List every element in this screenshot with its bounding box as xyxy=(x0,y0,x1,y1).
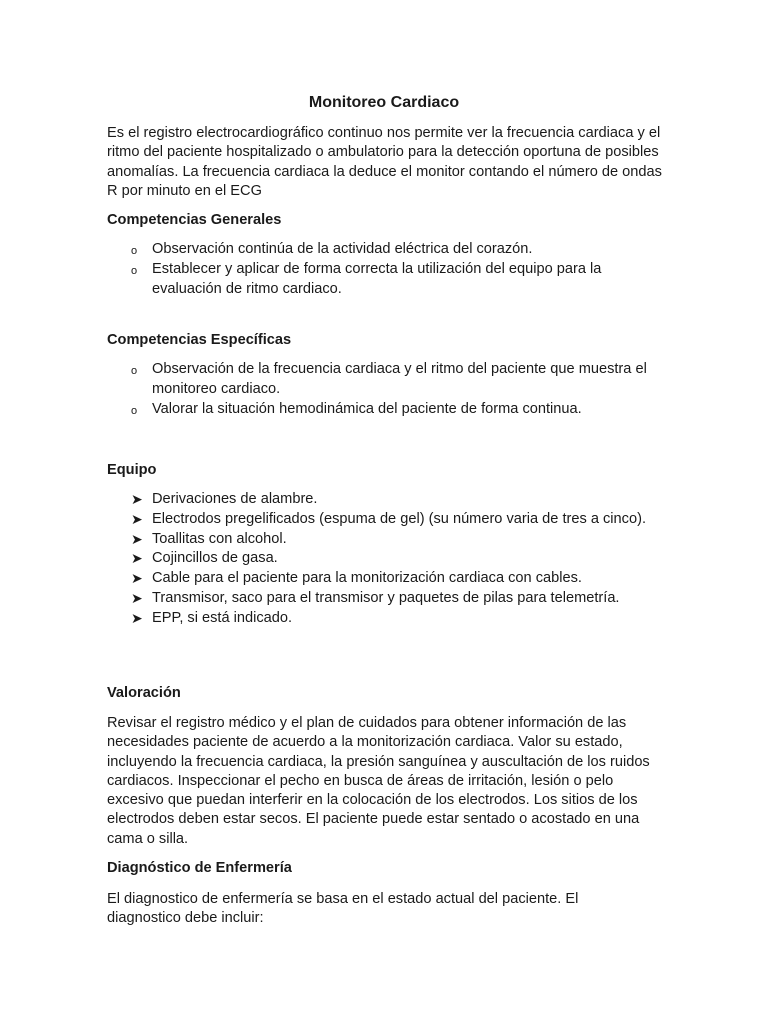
intro-paragraph: Es el registro electrocardiográfico continuo nos permite ver la frecuencia cardiaca y el ritmo del paciente hospitalizado o ambulatorio para la detección oportuna de posibles anomalías. La frecuencia cardiaca la deduce el monitor contando el número de ondas R por minuto en el ECG xyxy=(107,125,662,199)
arrow-bullet-icon: ➤ xyxy=(131,609,143,626)
list-item-text: Toallitas con alcohol. xyxy=(152,530,287,547)
list-item-text: Observación de la frecuencia cardiaca y el ritmo del paciente que muestra el monitoreo cardiaco. xyxy=(152,361,647,397)
circle-bullet-icon: o xyxy=(131,365,138,377)
list-item xyxy=(107,530,667,550)
list-item-text: EPP, si está indicado. xyxy=(152,609,293,626)
list-item xyxy=(107,569,667,589)
arrow-bullet-icon: ➤ xyxy=(131,570,143,587)
list-item-text: Observación continúa de la actividad eléctrica del corazón. xyxy=(152,241,533,257)
heading-equipo: Equipo xyxy=(107,462,157,478)
list-item-text: Derivaciones de alambre. xyxy=(152,491,318,507)
list-item xyxy=(107,549,667,569)
list-item-text: Cojincillos de gasa. xyxy=(152,550,278,567)
heading-diagnostico: Diagnóstico de Enfermería xyxy=(107,860,292,876)
arrow-bullet-icon: ➤ xyxy=(131,510,143,527)
circle-bullet-icon: o xyxy=(131,404,138,417)
list-competencias-especificas xyxy=(107,360,667,419)
heading-valoracion: Valoración xyxy=(107,685,181,701)
list-item-text: Transmisor, saco para el transmisor y paquetes de pilas para telemetría. xyxy=(152,589,620,606)
list-equipo xyxy=(107,490,667,629)
list-item xyxy=(107,609,667,629)
circle-bullet-icon: o xyxy=(131,245,138,257)
heading-competencias-especificas: Competencias Específicas xyxy=(107,332,292,348)
heading-competencias-generales: Competencias Generales xyxy=(107,212,282,228)
arrow-bullet-icon: ➤ xyxy=(131,491,143,507)
arrow-bullet-icon: ➤ xyxy=(131,550,143,567)
arrow-bullet-icon: ➤ xyxy=(131,530,143,547)
list-item xyxy=(107,360,667,400)
arrow-bullet-icon: ➤ xyxy=(131,589,143,606)
list-item xyxy=(107,260,667,300)
diagnostico-paragraph: El diagnostico de enfermería se basa en el estado actual del paciente. El diagnostico debe incluir: xyxy=(107,891,579,927)
list-item xyxy=(107,400,667,420)
list-item-text: Cable para el paciente para la monitorización cardiaca con cables. xyxy=(152,570,582,587)
list-item-text: Establecer y aplicar de forma correcta la utilización del equipo para la evaluación de ritmo cardiaco. xyxy=(152,260,602,297)
list-item-text: Electrodos pregelificados (espuma de gel) (su número varia de tres a cinco). xyxy=(152,510,646,527)
document-title: Monitoreo Cardiaco xyxy=(308,94,460,111)
list-competencias-generales xyxy=(107,240,667,299)
list-item xyxy=(107,490,667,510)
list-item xyxy=(107,510,667,530)
list-item xyxy=(107,589,667,609)
list-item xyxy=(107,240,667,260)
list-item-text: Valorar la situación hemodinámica del paciente de forma continua. xyxy=(152,400,582,417)
valoracion-paragraph: Revisar el registro médico y el plan de cuidados para obtener información de las necesidades paciente de acuerdo a la monitorización cardiaca. Valor su estado, incluyendo la frecuencia cardiaca, la presión sanguínea y auscultación de los ruidos cardiacos. Inspeccionar el pecho en busca de áreas de irritación, lesión o pelo excesivo que puedan interferir en la colocación de los electrodos. Los sitios de los electrodos deben estar secos. El paciente puede estar sentado o acostado en una cama o silla. xyxy=(107,715,650,847)
circle-bullet-icon: o xyxy=(131,264,138,277)
